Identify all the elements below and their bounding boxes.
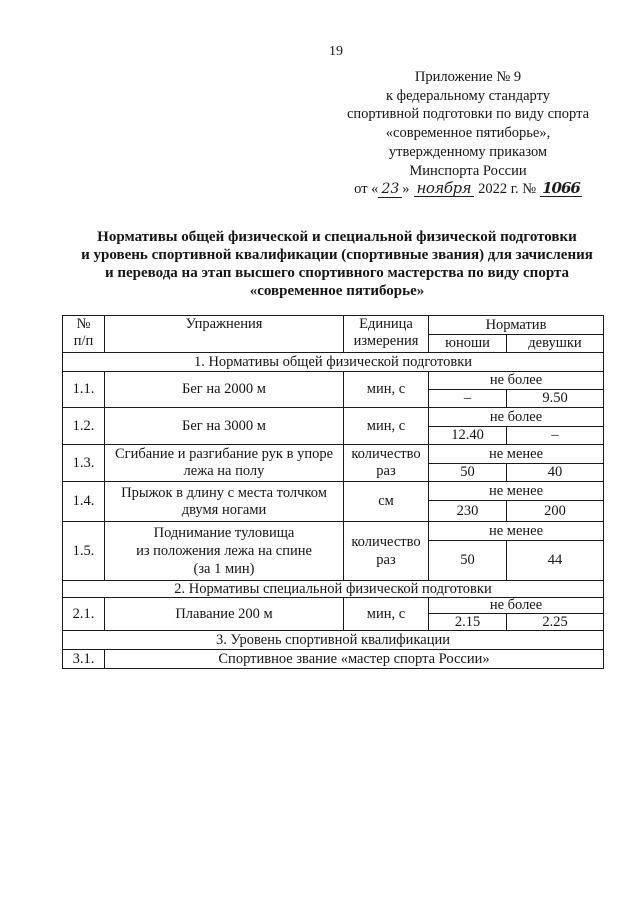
norm-condition: не менее <box>429 482 604 501</box>
unit-cell <box>344 482 429 522</box>
exercise-name-line: Бег на 2000 м <box>182 381 266 397</box>
exercise-name-line: Поднимание туловища <box>153 525 295 541</box>
appendix-header <box>345 68 591 199</box>
appendix-line: спортивной подготовки по виду спорта <box>346 106 590 123</box>
unit-cell <box>344 522 429 581</box>
order-number-handwritten: 1066 <box>542 179 580 198</box>
standards-table <box>62 315 604 669</box>
order-prefix: от « <box>354 181 379 198</box>
norm-girls-value: 2.25 <box>507 614 604 631</box>
norm-boys-value: 2.15 <box>429 614 507 631</box>
title-line: «современное пятиборье» <box>249 283 425 299</box>
norm-girls-value: – <box>507 427 604 445</box>
norm-condition: не более <box>429 372 604 390</box>
header-number-cell <box>63 316 105 353</box>
table-row <box>63 445 604 464</box>
row-number: 1.4. <box>63 482 105 522</box>
title-line: и перевода на этап высшего спортивного мастерства по виду спорта <box>104 265 570 281</box>
norm-girls-value: 9.50 <box>507 390 604 408</box>
exercise-name-cell <box>105 482 344 522</box>
norm-condition: не менее <box>429 445 604 464</box>
exercise-name-line: двумя ногами <box>181 501 267 518</box>
section-title: 2. Нормативы специальной физической подготовки <box>63 581 604 598</box>
appendix-line: к федеральному стандарту <box>386 87 550 104</box>
table-row <box>63 408 604 427</box>
table-row <box>63 650 604 669</box>
exercise-name-line: Сгибание и разгибание рук в упоре <box>114 446 334 462</box>
table-row <box>63 522 604 541</box>
header-unit-line: Единица <box>359 316 413 332</box>
order-day-close: » <box>402 181 410 198</box>
exercise-name-cell <box>105 445 344 482</box>
appendix-line: «современное пятиборье», <box>385 125 551 142</box>
header-exercise: Упражнения <box>105 316 344 353</box>
order-year: 2022 г. № <box>478 181 537 198</box>
exercise-name-cell <box>105 598 344 631</box>
row-number: 1.3. <box>63 445 105 482</box>
norm-boys-value: 50 <box>429 464 507 482</box>
section-row <box>63 631 604 650</box>
header-row <box>63 316 604 335</box>
unit-line: мин, с <box>366 605 406 622</box>
header-number-sign: № <box>76 316 91 332</box>
header-unit-line: измерения <box>353 333 419 349</box>
row-number: 1.5. <box>63 522 105 581</box>
unit-cell <box>344 408 429 445</box>
table-row <box>63 598 604 614</box>
norm-boys-value: 50 <box>429 541 507 581</box>
table-row <box>63 372 604 390</box>
appendix-line: Приложение № 9 <box>414 69 522 85</box>
exercise-name-line: из положения лежа на спине <box>136 543 312 559</box>
section-title: 3. Уровень спортивной квалификации <box>63 631 604 650</box>
exercise-name-line: Прыжок в длину с места толчком <box>121 484 327 501</box>
header-norm: Норматив <box>429 316 604 335</box>
appendix-line: Минспорта России <box>409 162 527 179</box>
unit-line: мин, с <box>366 381 406 397</box>
exercise-name-cell <box>105 372 344 408</box>
header-girls: девушки <box>507 335 604 353</box>
title-line: Нормативы общей физической и специальной физической подготовки <box>97 229 577 245</box>
page-number: 19 <box>329 44 343 59</box>
section-row <box>63 353 604 372</box>
unit-cell <box>344 445 429 482</box>
norm-boys-value: 230 <box>429 501 507 522</box>
unit-line: количество <box>351 446 421 462</box>
section-row <box>63 581 604 598</box>
exercise-name-cell <box>105 650 604 669</box>
title-line: и уровень спортивной квалификации (спортивные звания) для зачисления <box>81 247 593 263</box>
norm-girls-value: 40 <box>507 464 604 482</box>
header-number-abbr: п/п <box>73 333 94 349</box>
norm-condition: не менее <box>429 522 604 541</box>
row-number: 3.1. <box>63 650 105 669</box>
exercise-name-line: Спортивное звание «мастер спорта России» <box>218 650 490 667</box>
unit-line: мин, с <box>366 417 406 434</box>
section-title: 1. Нормативы общей физической подготовки <box>63 353 604 372</box>
norm-boys-value: – <box>429 390 507 408</box>
unit-line: раз <box>376 552 396 568</box>
exercise-name-cell <box>105 522 344 581</box>
document-title <box>62 228 612 300</box>
row-number: 1.1. <box>63 372 105 408</box>
exercise-name-line: (за 1 мин) <box>193 561 255 577</box>
order-month-handwritten: ноября <box>414 181 475 197</box>
unit-cell <box>344 598 429 631</box>
row-number: 1.2. <box>63 408 105 445</box>
table-row <box>63 482 604 501</box>
exercise-name-line: Бег на 3000 м <box>182 417 266 434</box>
exercise-name-cell <box>105 408 344 445</box>
unit-line: см <box>378 493 394 509</box>
unit-cell <box>344 372 429 408</box>
order-date-line <box>345 180 591 199</box>
header-boys: юноши <box>429 335 507 353</box>
exercise-name-line: Плавание 200 м <box>175 605 273 622</box>
norm-condition: не более <box>429 598 604 614</box>
header-unit-cell <box>344 316 429 353</box>
row-number: 2.1. <box>63 598 105 631</box>
exercise-name-line: лежа на полу <box>183 463 265 479</box>
unit-line: раз <box>376 463 396 479</box>
unit-line: количество <box>351 534 421 550</box>
norm-boys-value: 12.40 <box>429 427 507 445</box>
norm-condition: не более <box>429 408 604 427</box>
appendix-line: утвержденному приказом <box>388 143 548 160</box>
norm-girls-value: 44 <box>507 541 604 581</box>
order-day-handwritten: 23 <box>378 182 402 198</box>
norm-girls-value: 200 <box>507 501 604 522</box>
